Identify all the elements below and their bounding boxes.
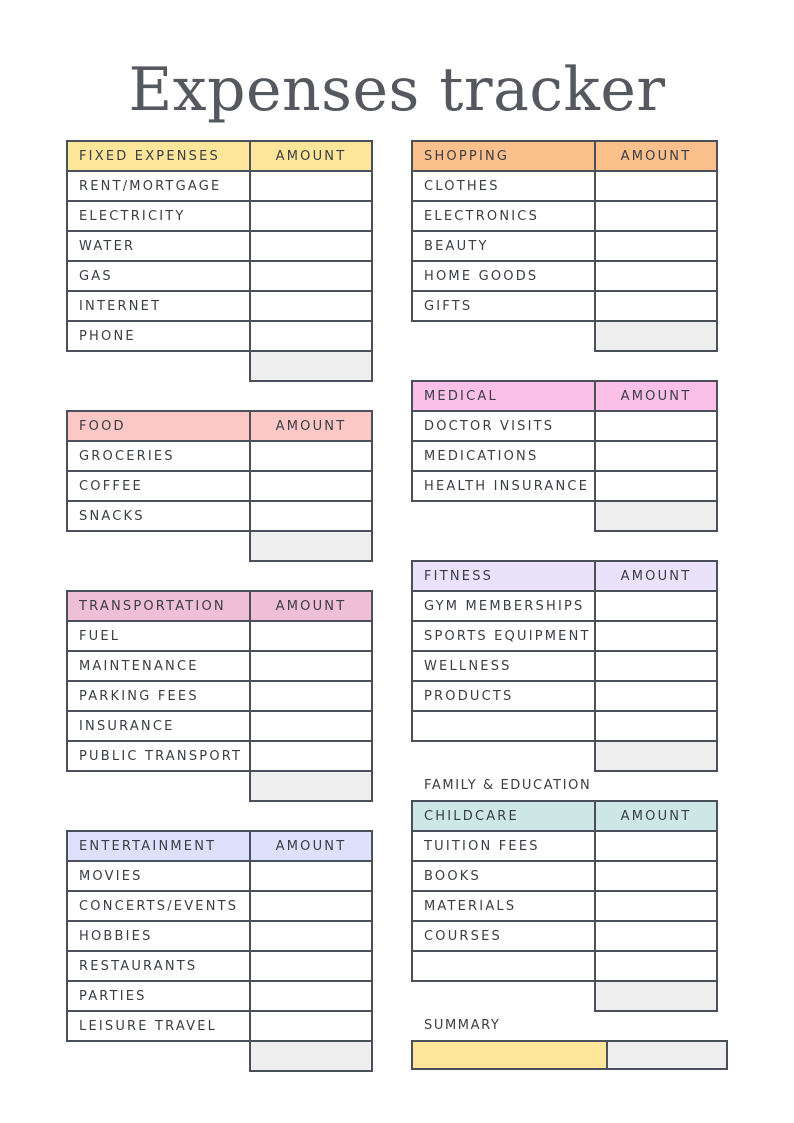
row-label: RESTAURANTS (67, 951, 250, 981)
row-label: BEAUTY (412, 231, 595, 261)
summary-total-box[interactable] (606, 1040, 728, 1070)
table-row (67, 621, 372, 651)
amount-cell[interactable] (250, 231, 372, 261)
table-row (412, 621, 717, 651)
amount-cell[interactable] (595, 441, 717, 471)
row-label: PARTIES (67, 981, 250, 1011)
amount-cell[interactable] (595, 651, 717, 681)
row-label: HOME GOODS (412, 261, 595, 291)
row-label: CONCERTS/EVENTS (67, 891, 250, 921)
table-row (67, 171, 372, 201)
amount-cell[interactable] (250, 681, 372, 711)
table-row (67, 471, 372, 501)
table-row (67, 861, 372, 891)
entertainment-table (66, 830, 373, 1072)
row-label: SPORTS EQUIPMENT (412, 621, 595, 651)
amount-cell[interactable] (595, 921, 717, 951)
row-label: GAS (67, 261, 250, 291)
fitness-header: FITNESS (412, 561, 595, 591)
childcare-table (411, 800, 718, 1012)
amount-cell[interactable] (595, 591, 717, 621)
amount-header: AMOUNT (595, 381, 717, 411)
fixed-expenses-header: FIXED EXPENSES (67, 141, 250, 171)
amount-header: AMOUNT (595, 141, 717, 171)
row-label: SNACKS (67, 501, 250, 531)
row-label: PUBLIC TRANSPORT (67, 741, 250, 771)
table-header-row (67, 411, 372, 441)
table-header-row (67, 591, 372, 621)
total-row (412, 981, 717, 1011)
amount-cell[interactable] (595, 681, 717, 711)
row-label: MAINTENANCE (67, 651, 250, 681)
amount-cell[interactable] (250, 621, 372, 651)
row-label: HOBBIES (67, 921, 250, 951)
amount-cell[interactable] (595, 831, 717, 861)
table-row (412, 651, 717, 681)
table-row (67, 201, 372, 231)
table-row (412, 171, 717, 201)
amount-header: AMOUNT (595, 561, 717, 591)
total-cell[interactable] (250, 1041, 372, 1071)
row-label: GIFTS (412, 291, 595, 321)
table-row (67, 291, 372, 321)
amount-cell[interactable] (250, 741, 372, 771)
amount-cell[interactable] (595, 711, 717, 741)
amount-cell[interactable] (250, 261, 372, 291)
row-label: GROCERIES (67, 441, 250, 471)
amount-cell[interactable] (250, 501, 372, 531)
amount-cell[interactable] (595, 171, 717, 201)
table-row (412, 441, 717, 471)
transportation-header: TRANSPORTATION (67, 591, 250, 621)
table-row (412, 831, 717, 861)
row-label: BOOKS (412, 861, 595, 891)
amount-cell[interactable] (250, 321, 372, 351)
table-row (67, 441, 372, 471)
table-row (412, 951, 717, 981)
row-label: WELLNESS (412, 651, 595, 681)
table-row (412, 891, 717, 921)
amount-cell[interactable] (250, 171, 372, 201)
row-label: COURSES (412, 921, 595, 951)
table-header-row (412, 141, 717, 171)
row-label: FUEL (67, 621, 250, 651)
amount-cell[interactable] (250, 981, 372, 1011)
row-label: TUITION FEES (412, 831, 595, 861)
total-cell[interactable] (595, 741, 717, 771)
amount-cell[interactable] (595, 861, 717, 891)
shopping-header: SHOPPING (412, 141, 595, 171)
row-label: COFFEE (67, 471, 250, 501)
row-label: PRODUCTS (412, 681, 595, 711)
total-cell[interactable] (595, 981, 717, 1011)
total-cell[interactable] (250, 771, 372, 801)
table-row (412, 261, 717, 291)
row-label: MEDICATIONS (412, 441, 595, 471)
row-label: GYM MEMBERSHIPS (412, 591, 595, 621)
row-label[interactable] (412, 951, 595, 981)
table-row (412, 921, 717, 951)
amount-cell[interactable] (595, 231, 717, 261)
table-row (412, 681, 717, 711)
amount-cell[interactable] (250, 891, 372, 921)
amount-header: AMOUNT (250, 141, 372, 171)
amount-cell[interactable] (250, 471, 372, 501)
table-row (67, 651, 372, 681)
amount-cell[interactable] (250, 711, 372, 741)
amount-header: AMOUNT (250, 831, 372, 861)
amount-cell[interactable] (595, 291, 717, 321)
fixed-expenses-table (66, 140, 373, 382)
amount-cell[interactable] (595, 201, 717, 231)
row-label: ELECTRICITY (67, 201, 250, 231)
total-cell[interactable] (250, 351, 372, 381)
row-label: INTERNET (67, 291, 250, 321)
medical-header: MEDICAL (412, 381, 595, 411)
table-row (67, 981, 372, 1011)
table-header-row (412, 561, 717, 591)
row-label: WATER (67, 231, 250, 261)
table-row (412, 471, 717, 501)
entertainment-header: ENTERTAINMENT (67, 831, 250, 861)
amount-cell[interactable] (250, 861, 372, 891)
table-row (412, 591, 717, 621)
table-row (412, 231, 717, 261)
table-header-row (67, 831, 372, 861)
row-label: PARKING FEES (67, 681, 250, 711)
amount-cell[interactable] (595, 891, 717, 921)
transportation-table (66, 590, 373, 802)
table-header-row (412, 801, 717, 831)
amount-cell[interactable] (250, 201, 372, 231)
table-row (67, 261, 372, 291)
total-row (67, 1041, 372, 1071)
row-label: DOCTOR VISITS (412, 411, 595, 441)
table-row (412, 291, 717, 321)
total-row (412, 501, 717, 531)
amount-cell[interactable] (250, 441, 372, 471)
amount-cell[interactable] (595, 411, 717, 441)
fitness-table (411, 560, 718, 772)
amount-cell[interactable] (250, 651, 372, 681)
medical-table (411, 380, 718, 532)
amount-cell[interactable] (595, 951, 717, 981)
table-row (67, 951, 372, 981)
row-label: PHONE (67, 321, 250, 351)
amount-cell[interactable] (595, 261, 717, 291)
amount-header: AMOUNT (250, 411, 372, 441)
amount-cell[interactable] (250, 921, 372, 951)
table-row (412, 861, 717, 891)
row-label: RENT/MORTGAGE (67, 171, 250, 201)
table-row (67, 231, 372, 261)
total-cell[interactable] (595, 321, 717, 351)
row-label[interactable] (412, 711, 595, 741)
table-row (67, 711, 372, 741)
table-header-row (67, 141, 372, 171)
amount-cell[interactable] (250, 1011, 372, 1041)
summary-highlight-box[interactable] (411, 1040, 608, 1070)
table-row (67, 321, 372, 351)
table-row (67, 1011, 372, 1041)
page-title: Expenses tracker (128, 55, 666, 125)
amount-cell[interactable] (595, 621, 717, 651)
table-row (412, 411, 717, 441)
amount-header: AMOUNT (250, 591, 372, 621)
family-education-label: FAMILY & EDUCATION (424, 778, 592, 793)
childcare-header: CHILDCARE (412, 801, 595, 831)
total-cell[interactable] (250, 531, 372, 561)
total-cell[interactable] (595, 501, 717, 531)
table-row (412, 711, 717, 741)
food-header: FOOD (67, 411, 250, 441)
table-header-row (412, 381, 717, 411)
total-row (67, 771, 372, 801)
row-label: ELECTRONICS (412, 201, 595, 231)
row-label: INSURANCE (67, 711, 250, 741)
food-table (66, 410, 373, 562)
table-row (67, 741, 372, 771)
amount-header: AMOUNT (595, 801, 717, 831)
summary-label: SUMMARY (424, 1018, 501, 1033)
row-label: MOVIES (67, 861, 250, 891)
total-row (412, 741, 717, 771)
table-row (412, 201, 717, 231)
row-label: CLOTHES (412, 171, 595, 201)
amount-cell[interactable] (250, 291, 372, 321)
total-row (67, 531, 372, 561)
row-label: MATERIALS (412, 891, 595, 921)
total-row (412, 321, 717, 351)
total-row (67, 351, 372, 381)
table-row (67, 501, 372, 531)
table-row (67, 891, 372, 921)
row-label: HEALTH INSURANCE (412, 471, 595, 501)
table-row (67, 921, 372, 951)
table-row (67, 681, 372, 711)
amount-cell[interactable] (250, 951, 372, 981)
row-label: LEISURE TRAVEL (67, 1011, 250, 1041)
shopping-table (411, 140, 718, 352)
amount-cell[interactable] (595, 471, 717, 501)
